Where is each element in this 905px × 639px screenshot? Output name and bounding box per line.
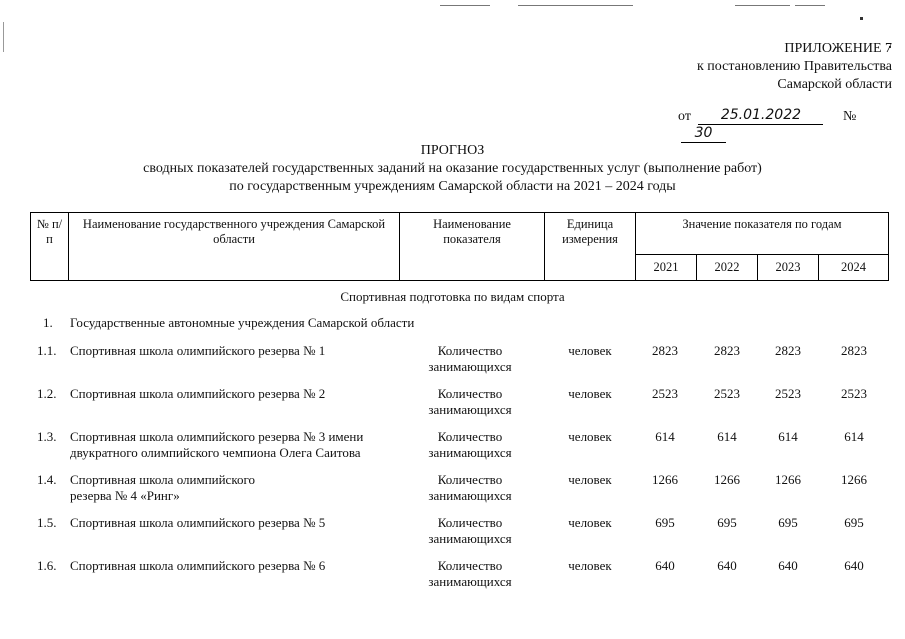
row-value-2021: 640 bbox=[655, 558, 675, 573]
row-value-2023: 2523 bbox=[775, 386, 801, 401]
section-title: Спортивная подготовка по видам спорта bbox=[340, 289, 565, 304]
appendix-decree-line: к постановлению Правительства bbox=[696, 59, 892, 74]
row-institution-name bbox=[70, 386, 325, 402]
scan-artifact-line bbox=[735, 5, 790, 6]
row-value-2023: 695 bbox=[778, 515, 798, 530]
appendix-number: ПРИЛОЖЕНИЕ 7 bbox=[784, 41, 892, 56]
scan-artifact-line bbox=[518, 5, 633, 6]
row-value-2021: 2823 bbox=[652, 343, 678, 358]
row-value-2021: 614 bbox=[655, 429, 675, 444]
row-value-2023: 2823 bbox=[775, 343, 801, 358]
row-value-2023: 614 bbox=[778, 429, 798, 444]
table-header bbox=[30, 212, 889, 281]
row-institution-name bbox=[70, 472, 255, 504]
appendix-block bbox=[620, 40, 892, 94]
row-indicator-line: занимающихся bbox=[428, 359, 512, 374]
row-value-2022: 2823 bbox=[714, 343, 740, 358]
group-number: 1. bbox=[43, 315, 53, 330]
row-value-2023: 640 bbox=[778, 558, 798, 573]
header-col-unit: Единица измерения bbox=[545, 213, 636, 281]
document-title bbox=[0, 142, 905, 196]
decree-date: 25.01.2022 bbox=[720, 107, 802, 123]
row-value-2021: 2523 bbox=[652, 386, 678, 401]
row-unit: человек bbox=[568, 558, 612, 573]
row-institution-name bbox=[70, 343, 325, 359]
row-name-line: Спортивная школа олимпийского резерва № 6 bbox=[70, 558, 326, 573]
row-institution-name bbox=[70, 558, 325, 574]
row-unit: человек bbox=[568, 472, 612, 487]
row-value-2022: 640 bbox=[717, 558, 737, 573]
scan-dot bbox=[860, 17, 863, 20]
row-value-2021: 695 bbox=[655, 515, 675, 530]
row-number: 1.6. bbox=[37, 558, 57, 573]
row-value-2024: 695 bbox=[844, 515, 864, 530]
row-indicator-line: занимающихся bbox=[428, 488, 512, 503]
row-name-line: двукратного олимпийского чемпиона Олега Саитова bbox=[70, 445, 361, 460]
row-indicator-line: Количество bbox=[437, 343, 503, 358]
row-value-2022: 695 bbox=[717, 515, 737, 530]
row-number: 1.4. bbox=[37, 472, 57, 487]
row-name-line: Спортивная школа олимпийского bbox=[70, 472, 255, 487]
row-value-2022: 2523 bbox=[714, 386, 740, 401]
row-value-2021: 1266 bbox=[652, 472, 678, 487]
row-indicator-line: Количество bbox=[437, 472, 503, 487]
row-number: 1.2. bbox=[37, 386, 57, 401]
scan-artifact-line bbox=[440, 5, 490, 6]
row-indicator bbox=[400, 386, 540, 418]
scan-artifact-line bbox=[795, 5, 825, 6]
row-indicator-line: занимающихся bbox=[428, 445, 512, 460]
row-number: 1.3. bbox=[37, 429, 57, 444]
row-number: 1.1. bbox=[37, 343, 57, 358]
row-value-2024: 1266 bbox=[841, 472, 867, 487]
row-value-2024: 2823 bbox=[841, 343, 867, 358]
row-unit: человек bbox=[568, 386, 612, 401]
title-scope: по государственным учреждениям Самарской области на 2021 – 2024 годы bbox=[229, 179, 676, 194]
row-name-line: Спортивная школа олимпийского резерва № 5 bbox=[70, 515, 326, 530]
row-unit: человек bbox=[568, 515, 612, 530]
appendix-region-line: Самарской области bbox=[777, 77, 892, 92]
row-value-2023: 1266 bbox=[775, 472, 801, 487]
row-unit: человек bbox=[568, 343, 612, 358]
row-number: 1.5. bbox=[37, 515, 57, 530]
row-value-2024: 2523 bbox=[841, 386, 867, 401]
row-indicator bbox=[400, 343, 540, 375]
header-col-values: Значение показателя по годам bbox=[636, 213, 889, 255]
row-indicator-line: Количество bbox=[437, 558, 503, 573]
header-col-indicator: Наименование показателя bbox=[400, 213, 545, 281]
title-forecast: ПРОГНОЗ bbox=[420, 143, 485, 158]
row-indicator-line: Количество bbox=[437, 515, 503, 530]
row-value-2022: 614 bbox=[717, 429, 737, 444]
header-year: 2021 bbox=[636, 255, 697, 281]
title-subtitle: сводных показателей государственных заданий на оказание государственных услуг (выполнение работ) bbox=[143, 161, 762, 176]
row-name-line: Спортивная школа олимпийского резерва № 1 bbox=[70, 343, 326, 358]
row-indicator-line: Количество bbox=[437, 429, 503, 444]
row-indicator-line: занимающихся bbox=[428, 531, 512, 546]
header-col-name: Наименование государственного учреждения Самарской области bbox=[69, 213, 400, 281]
decree-number-label: № bbox=[842, 109, 857, 124]
decree-date-row bbox=[678, 108, 905, 144]
header-year: 2024 bbox=[819, 255, 889, 281]
row-unit: человек bbox=[568, 429, 612, 444]
row-name-line: резерва № 4 «Ринг» bbox=[70, 488, 180, 503]
row-indicator bbox=[400, 429, 540, 461]
decree-from-label: от bbox=[678, 109, 691, 124]
header-year: 2023 bbox=[758, 255, 819, 281]
row-indicator-line: Количество bbox=[437, 386, 503, 401]
row-indicator bbox=[400, 558, 540, 590]
row-indicator bbox=[400, 515, 540, 547]
row-indicator bbox=[400, 472, 540, 504]
row-institution-name bbox=[70, 429, 363, 461]
group-name: Государственные автономные учреждения Самарской области bbox=[70, 315, 415, 330]
header-year: 2022 bbox=[697, 255, 758, 281]
decree-number: 30 bbox=[694, 125, 713, 141]
row-value-2022: 1266 bbox=[714, 472, 740, 487]
row-name-line: Спортивная школа олимпийского резерва № 2 bbox=[70, 386, 326, 401]
row-name-line: Спортивная школа олимпийского резерва № 3 имени bbox=[70, 429, 364, 444]
row-indicator-line: занимающихся bbox=[428, 574, 512, 589]
row-indicator-line: занимающихся bbox=[428, 402, 512, 417]
row-value-2024: 640 bbox=[844, 558, 864, 573]
header-col-num: № п/п bbox=[31, 213, 69, 281]
row-value-2024: 614 bbox=[844, 429, 864, 444]
scan-edge-mark bbox=[3, 22, 4, 52]
row-institution-name bbox=[70, 515, 325, 531]
